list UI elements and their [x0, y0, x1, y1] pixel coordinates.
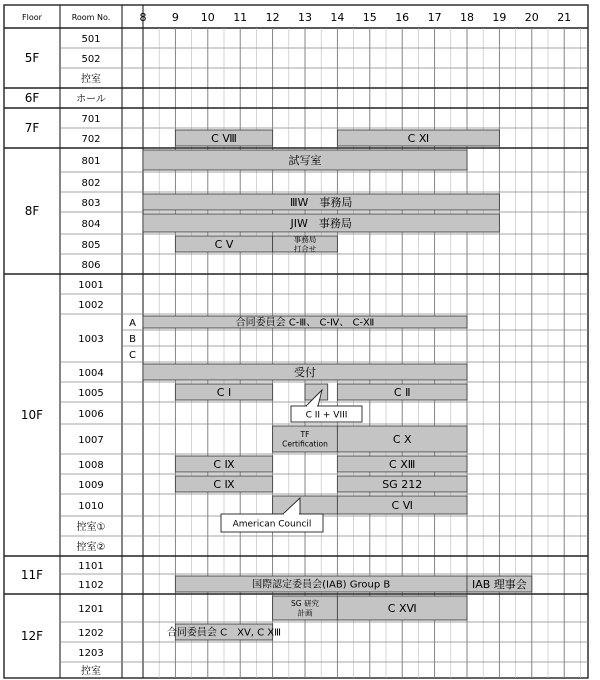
room-label: 1009 [78, 480, 104, 491]
event-label: 試写室 [288, 153, 322, 167]
hour-label: 8 [139, 11, 147, 24]
room-label: 1203 [78, 648, 104, 659]
room-label: 806 [81, 260, 101, 271]
event-label: C Ⅺ [407, 131, 430, 145]
event-label: C I [216, 385, 232, 399]
room-label: 804 [81, 219, 101, 230]
event-label: SG 研究 [291, 598, 319, 608]
room-label: 1008 [78, 460, 104, 471]
event-label: C Ⅵ [391, 498, 413, 512]
hour-label: 15 [362, 11, 377, 24]
event-label: 打合せ [293, 244, 317, 254]
event-label: Certification [282, 439, 328, 449]
room-label: 控室② [76, 542, 106, 553]
hour-label: 16 [395, 11, 410, 24]
hour-label: 21 [557, 11, 572, 24]
room-label: 1201 [78, 604, 104, 615]
floor-label: 11F [20, 568, 44, 582]
floor-label: 5F [24, 51, 40, 65]
event-label: C Ⅸ [213, 457, 235, 471]
room-label: 801 [81, 156, 101, 167]
room-label: 502 [81, 54, 101, 65]
event-label: 国際認定委員会(IAB) Group B [252, 579, 391, 591]
room-label: 1102 [78, 580, 104, 591]
room-label: 805 [81, 240, 101, 251]
event-label: C XⅥ [387, 601, 417, 615]
event-label: JIW 事務局 [290, 216, 352, 230]
hour-label: 12 [265, 11, 280, 24]
event-label: 受付 [294, 365, 316, 379]
room-label: 控室 [81, 74, 101, 85]
room-label: 1003 [78, 334, 104, 345]
room-label: 702 [81, 134, 101, 145]
event-label: 合同委員会 C-Ⅲ、 C-Ⅳ、 C-Ⅻ [235, 317, 375, 329]
floor-label: 6F [24, 91, 40, 105]
hour-label: 9 [171, 11, 179, 24]
callout-label: C II + VIII [305, 410, 348, 421]
event-label: 事務局 [293, 234, 317, 244]
event-label: 合同委員会 C XV, C XⅢ [166, 627, 282, 639]
event-bar [273, 496, 338, 514]
header-floor: Floor [22, 13, 42, 22]
event-label: TF [300, 429, 310, 439]
subroom-label: B [129, 334, 136, 345]
subroom-label: A [129, 318, 136, 329]
room-label: 控室① [76, 522, 106, 533]
event-label: C X [392, 432, 412, 446]
event-label: C Ⅱ [393, 385, 411, 399]
hour-label: 20 [524, 11, 539, 24]
room-label: 1010 [78, 501, 104, 512]
hour-label: 11 [233, 11, 248, 24]
floor-label: 7F [24, 121, 40, 135]
hour-label: 10 [200, 11, 215, 24]
subroom-label: C [129, 350, 136, 361]
event-label: ⅢW 事務局 [289, 195, 353, 209]
room-label: 1004 [78, 368, 104, 379]
room-label: 802 [81, 178, 101, 189]
event-label: 計画 [297, 608, 313, 618]
room-label: 1202 [78, 628, 104, 639]
room-label: 501 [81, 34, 101, 45]
floor-label: 10F [20, 408, 44, 422]
event-label: C XⅢ [389, 457, 416, 471]
event-label: C V [214, 237, 234, 251]
room-label: 803 [81, 198, 101, 209]
event-label: C Ⅸ [213, 477, 235, 491]
room-label: 701 [81, 114, 101, 125]
hour-label: 17 [427, 11, 442, 24]
hour-label: 13 [298, 11, 312, 24]
floor-label: 8F [24, 204, 40, 218]
floor-label: 12F [20, 629, 44, 643]
room-label: 1001 [78, 280, 104, 291]
callout-label: American Council [232, 519, 312, 530]
room-label: 1007 [78, 435, 104, 446]
room-label: 1101 [78, 561, 104, 572]
room-label: ホール [76, 94, 106, 105]
room-label: 1002 [78, 300, 104, 311]
hour-label: 14 [330, 11, 345, 24]
event-label: IAB 理事会 [471, 577, 527, 591]
header-room: Room No. [71, 13, 111, 22]
room-label: 1006 [78, 409, 104, 420]
room-label: 1005 [78, 388, 104, 399]
hour-label: 19 [492, 11, 507, 24]
room-label: 控室 [81, 666, 101, 677]
event-label: C Ⅷ [211, 131, 237, 145]
hour-label: 18 [460, 11, 474, 24]
event-label: SG 212 [382, 477, 423, 491]
